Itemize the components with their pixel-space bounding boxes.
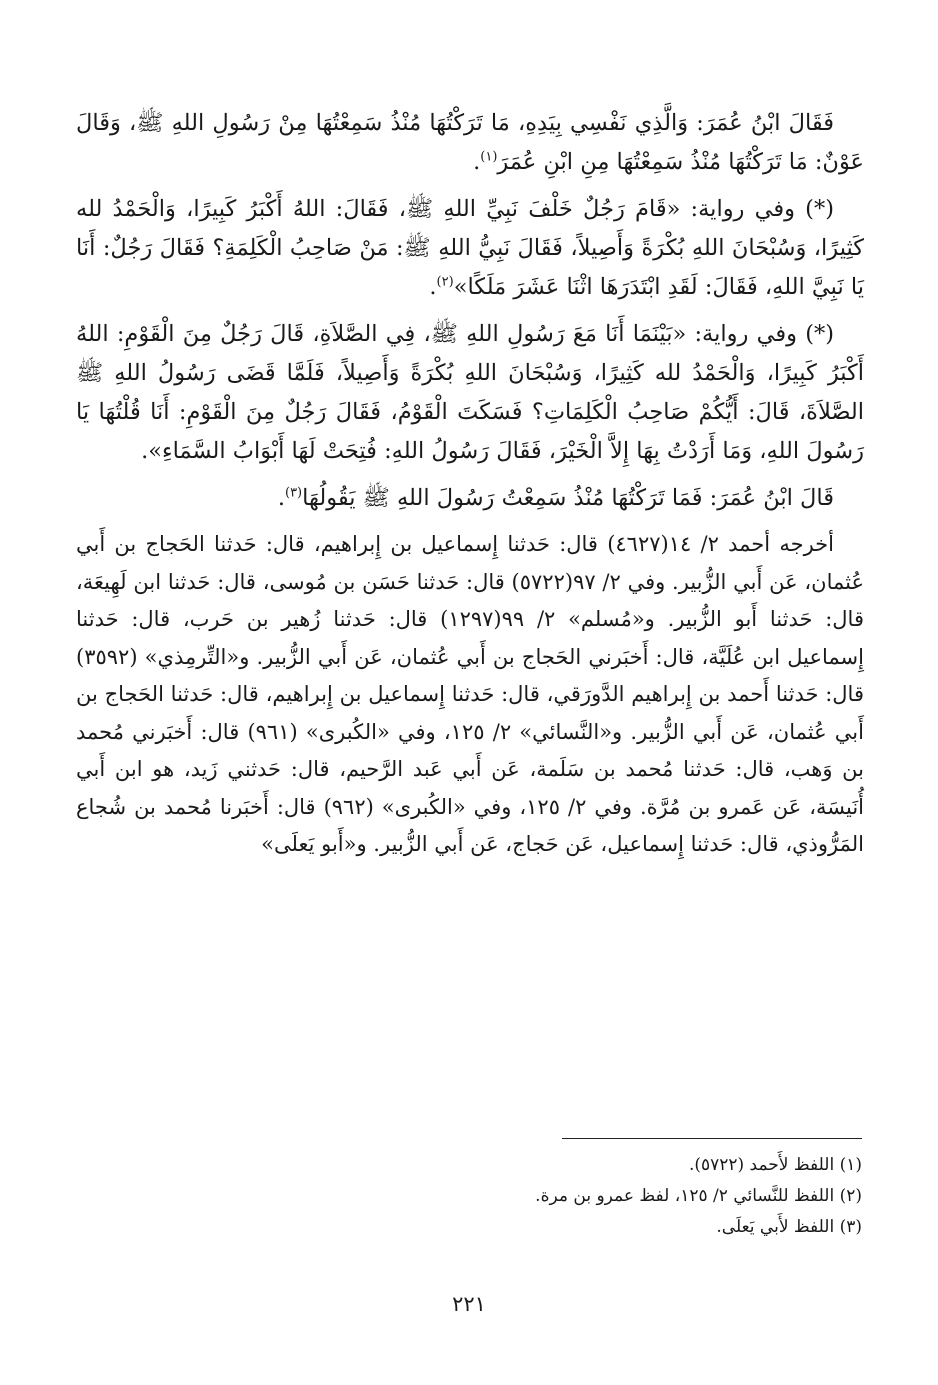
page-number: ٢٢١ bbox=[452, 1292, 486, 1316]
footnote-ref-1[interactable]: (١) bbox=[480, 149, 498, 165]
paragraph-3-text: (*) وفي رواية: «بَيْنَمَا أَنَا مَعَ رَسُولِ اللهِ ﷺ، فِي الصَّلاَةِ، قَالَ رَجُلٌ مِنَ الْقَوْمِ: اللهُ أَكْبَرُ كَبِيرًا، وَالْحَمْدُ لله كَثِيرًا، وَسُبْحَانَ اللهِ بُكْرَةً وَأَصِيلاً، فَلَمَّا قَضَى رَسُولُ اللهِ ﷺ الصَّلاَةَ، قَالَ: أَيُّكُمْ صَاحِبُ الْكَلِمَاتِ؟ فَسَكَتَ الْقَوْمُ، فَقَالَ رَجُلٌ مِنَ الْقَوْمِ: أَنَا قُلْتُهَا يَا رَسُولَ اللهِ، وَمَا أَرَدْتُ بِهَا إِلاَّ الْخَيْرَ، فَقَالَ رَسُولُ اللهِ: فُتِحَتْ لَهَا أَبْوَابُ السَّمَاءِ». bbox=[76, 321, 864, 464]
footnote-1: (١) اللفظ لأَحمد (٥٧٢٢). bbox=[688, 1155, 862, 1175]
paragraph-3 bbox=[76, 315, 864, 471]
footnote-ref-3[interactable]: (٣) bbox=[284, 485, 303, 501]
paragraph-4: قَالَ ابْنُ عُمَرَ: فَمَا تَرَكْتُهَا مُنْذُ سَمِعْتُ رَسُولَ اللهِ ﷺ يَقُولُهَا$^{(٣)}$. bbox=[277, 485, 834, 511]
paragraph-2: (*) وفي رواية: «قَامَ رَجُلٌ خَلْفَ نَبِيِّ اللهِ ﷺ، فَقَالَ: اللهُ أَكْبَرُ كَبِيرًا، وَالْحَمْدُ لله كَثِيرًا، وَسُبْحَانَ اللهِ بُكْرَةً وَأَصِيلاً، فَقَالَ نَبِيُّ اللهِ ﷺ: مَنْ صَاحِبُ الْكَلِمَةِ؟ فَقَالَ رَجُلٌ: أَنَا يَا نَبِيَّ اللهِ، فَقَالَ: لَقَدِ ابْتَدَرَهَا اثْنَا عَشَرَ مَلَكًا»$^{(٢)}$. bbox=[76, 196, 864, 300]
footnote-divider bbox=[562, 1138, 862, 1139]
footnote-2: (٢) اللفظ للنَّسائي ٢/ ١٢٥، لفظ عمرو بن مرة. bbox=[535, 1186, 862, 1206]
paragraph-4-text: قَالَ ابْنُ عُمَرَ: فَمَا تَرَكْتُهَا مُنْذُ سَمِعْتُ رَسُولَ اللهِ ﷺ يَقُولُهَا bbox=[302, 485, 834, 511]
main-text bbox=[76, 104, 864, 872]
footnote-3: (٣) اللفظ لأَبي يَعلَى. bbox=[716, 1217, 862, 1237]
footnotes bbox=[74, 1150, 862, 1243]
paragraph-1-text: فَقَالَ ابْنُ عُمَرَ: وَالَّذِي نَفْسِي بِيَدِهِ، مَا تَرَكْتُهَا مُنْذُ سَمِعْتُهَا مِنْ رَسُولِ اللهِ ﷺ، وَقَالَ عَوْنٌ: مَا تَرَكْتُهَا مُنْذُ سَمِعْتُهَا مِنِ ابْنِ عُمَرَ bbox=[76, 110, 864, 175]
takhrij-text: أخرجه أحمد ٢/ ١٤(٤٦٢٧) قال: حَدثنا إِسماعيل بن إِبراهيم، قال: حَدثنا الحَجاج بن أَبي عُثمان، عَن أَبي الزُّبير. وفي ٢/ ٩٧(٥٧٢٢) قال: حَدثنا حَسَن بن مُوسى، قال: حَدثنا ابن لَهِيعَة، قال: حَدثنا أَبو الزُّبير. و«مُسلم» ٢/ ٩٩(١٢٩٧) قال: حَدثنا زُهير بن حَرب، قال: حَدثنا إِسماعيل ابن عُلَيَّة، قال: أَخبَرني الحَجاج بن أَبي عُثمان، عَن أَبي الزُّبير. و«التِّرمِذي» (٣٥٩٢) قال: حَدثنا أَحمد بن إِبراهيم الدَّورَقي، قال: حَدثنا إِسماعيل بن إِبراهيم، قال: حَدثنا الحَجاج بن أَبي عُثمان، عَن أَبي الزُّبير. و«النَّسائي» ٢/ ١٢٥، وفي «الكُبرى» (٩٦١) قال: أَخبَرني مُحمد بن وَهب، قال: حَدثنا مُحمد بن سَلَمة، عَن أَبي عَبد الرَّحيم، قال: حَدثني زَيد، هو ابن أَبي أُنَيسَة، عَن عَمرو بن مُرَّة. وفي ٢/ ١٢٥، وفي «الكُبرى» (٩٦٢) قال: أَخبَرنا مُحمد بن شُجاع المَرُّوذي، قال: حَدثنا إِسماعيل، عَن حَجاج، عَن أَبي الزُّبير. و«أَبو يَعلَى» bbox=[76, 532, 865, 856]
footnote-ref-2[interactable]: (٢) bbox=[436, 274, 454, 290]
takhrij-paragraph bbox=[76, 526, 864, 864]
paragraph-1: فَقَالَ ابْنُ عُمَرَ: وَالَّذِي نَفْسِي بِيَدِهِ، مَا تَرَكْتُهَا مُنْذُ سَمِعْتُهَا مِنْ رَسُولِ اللهِ ﷺ، وَقَالَ عَوْنٌ: مَا تَرَكْتُهَا مُنْذُ سَمِعْتُهَا مِنِ ابْنِ عُمَرَ$^{(١)}$. bbox=[76, 110, 864, 175]
paragraph-2-text: (*) وفي رواية: «قَامَ رَجُلٌ خَلْفَ نَبِيِّ اللهِ ﷺ، فَقَالَ: اللهُ أَكْبَرُ كَبِيرًا، وَالْحَمْدُ لله كَثِيرًا، وَسُبْحَانَ اللهِ بُكْرَةً وَأَصِيلاً، فَقَالَ نَبِيُّ اللهِ ﷺ: مَنْ صَاحِبُ الْكَلِمَةِ؟ فَقَالَ رَجُلٌ: أَنَا يَا نَبِيَّ اللهِ، فَقَالَ: لَقَدِ ابْتَدَرَهَا اثْنَا عَشَرَ مَلَكًا» bbox=[76, 196, 864, 300]
